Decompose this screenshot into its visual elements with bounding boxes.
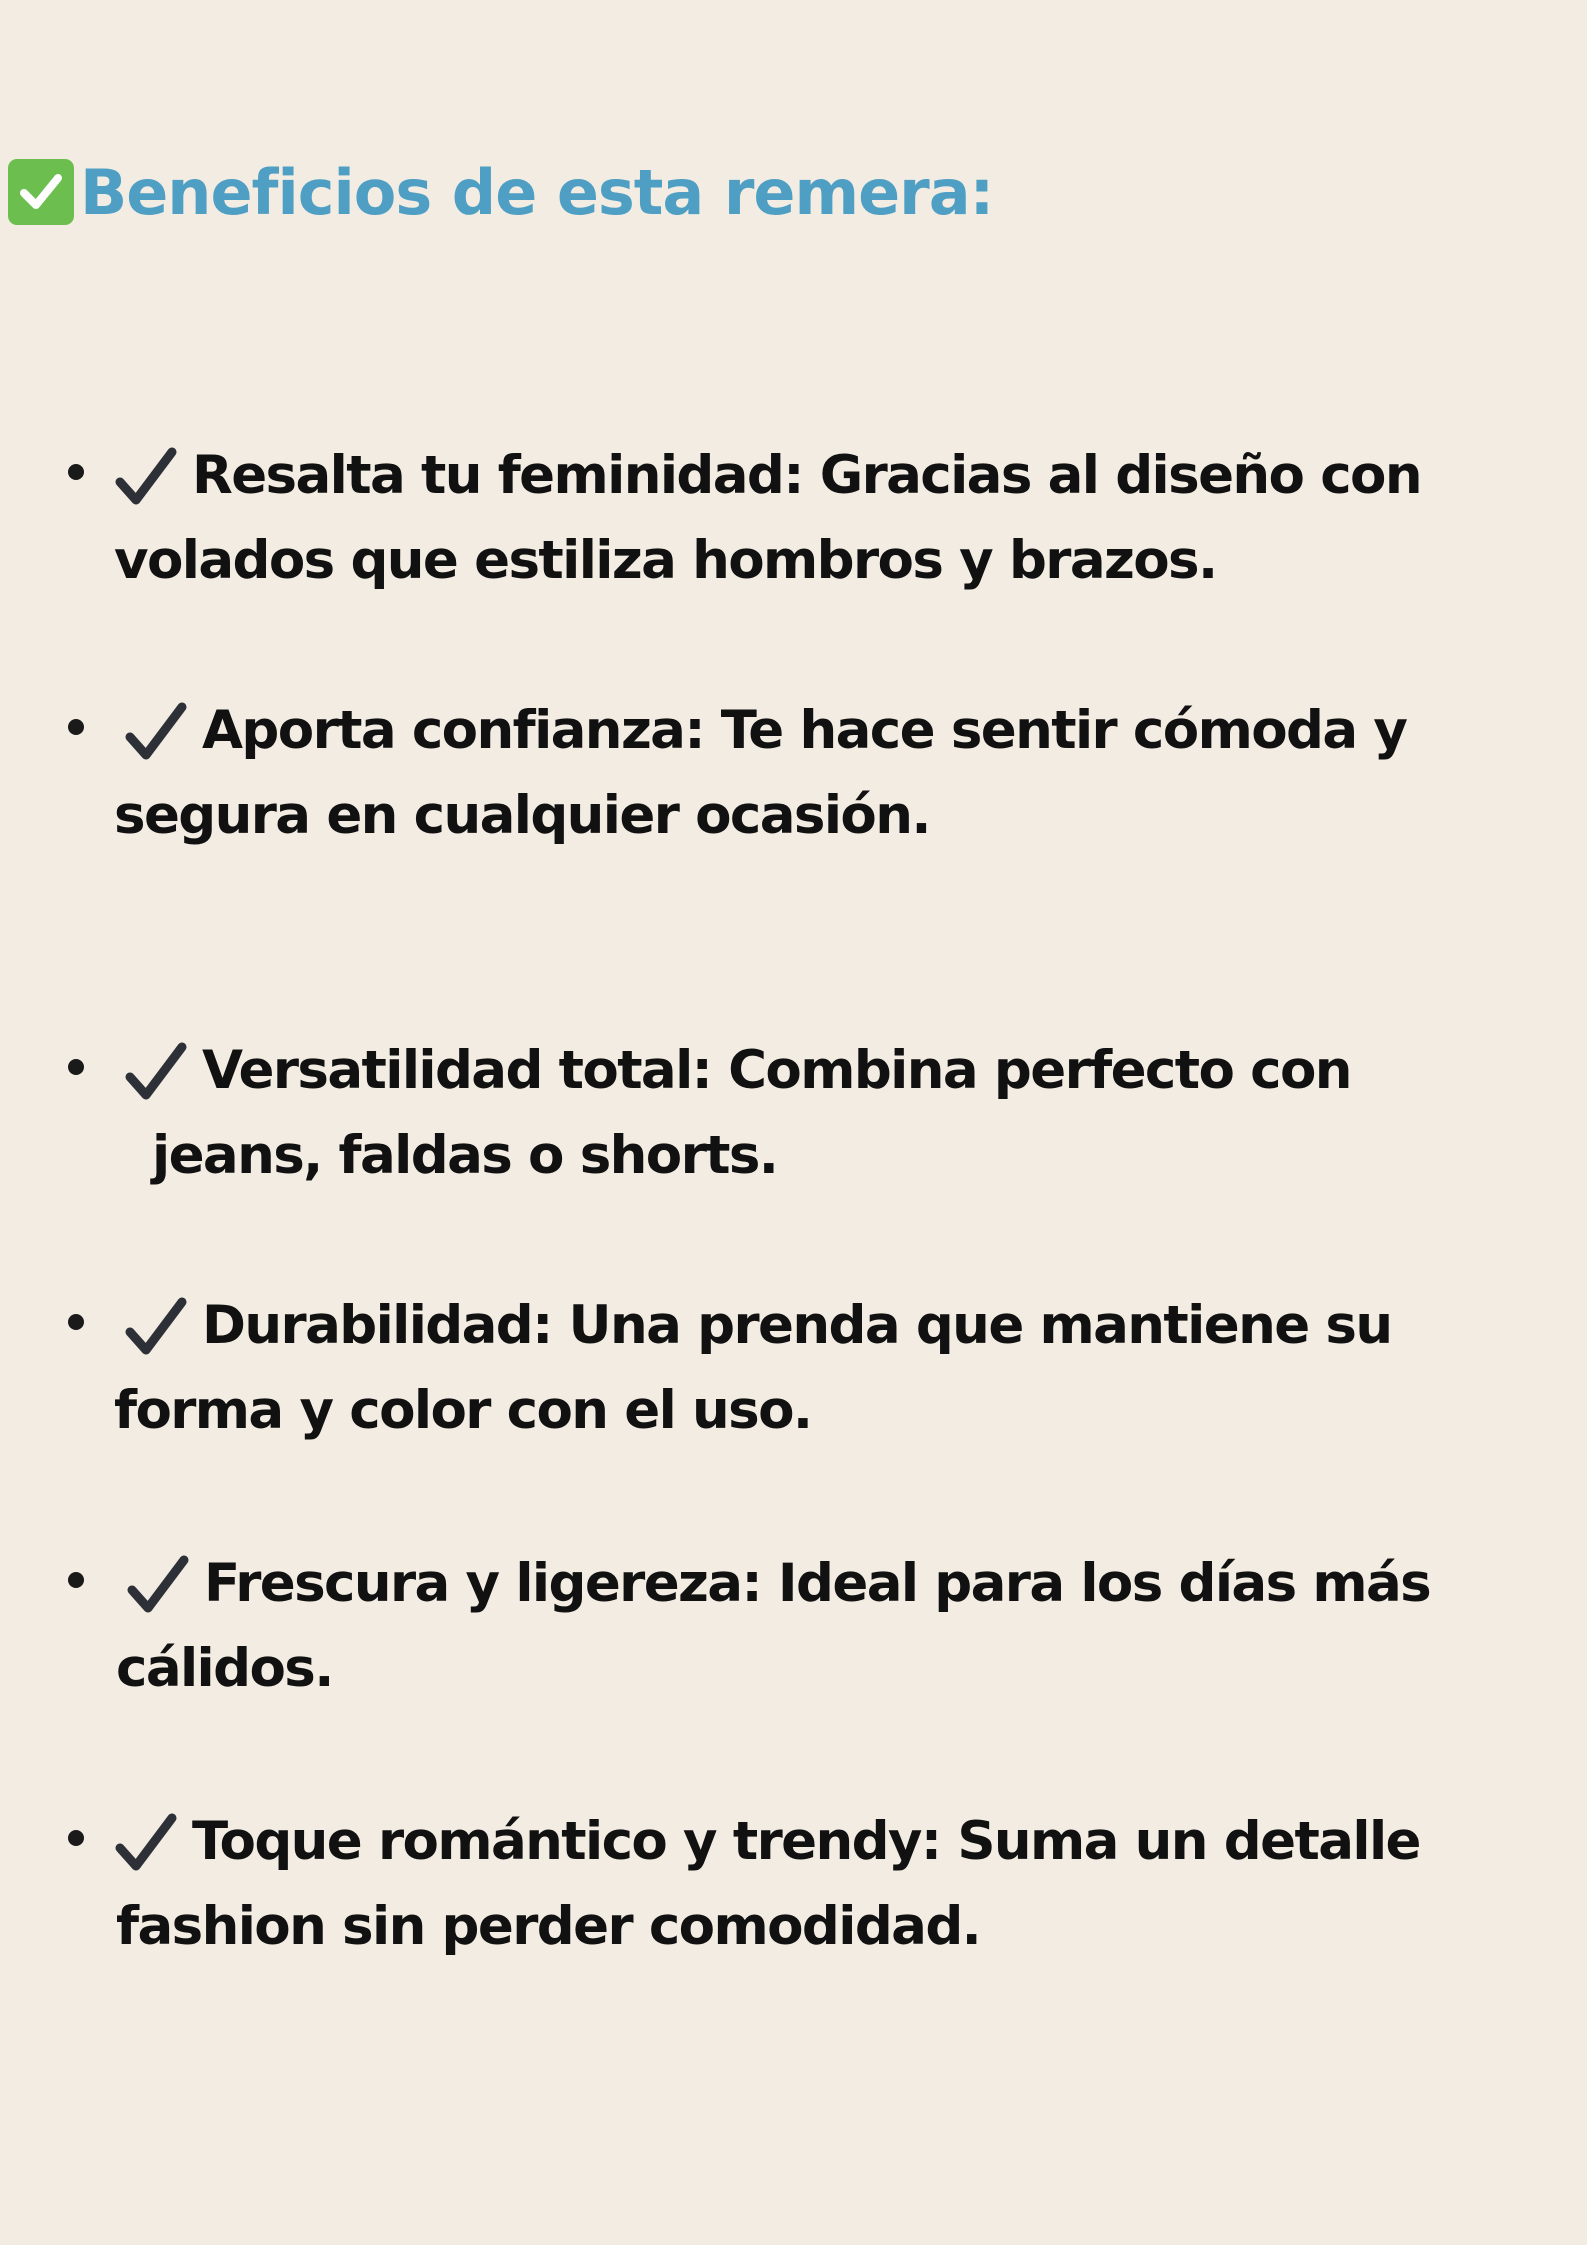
- benefit-line-1: [126, 1542, 1430, 1626]
- benefit-line-1: [114, 1800, 1420, 1884]
- benefit-text-continued: segura en cualquier ocasión.: [114, 785, 930, 846]
- benefit-line-1: [114, 434, 1421, 518]
- bullet-icon: [68, 1314, 84, 1330]
- benefit-text: Versatilidad total: Combina perfecto con: [202, 1040, 1351, 1101]
- page-title: [8, 152, 993, 232]
- benefit-text: Aporta confianza: Te hace sentir cómoda y: [202, 700, 1407, 761]
- benefit-line-2: [114, 519, 1217, 603]
- bullet-icon: [68, 1059, 84, 1075]
- bullet-icon: [68, 1830, 84, 1846]
- benefit-text-continued: volados que estiliza hombros y brazos.: [114, 530, 1217, 591]
- benefit-text-continued: forma y color con el uso.: [114, 1380, 812, 1441]
- bullet-icon: [68, 464, 84, 480]
- bullet-icon: [68, 719, 84, 735]
- benefit-text-continued: fashion sin perder comodidad.: [116, 1896, 981, 1957]
- check-mark-icon: [114, 1810, 178, 1874]
- benefit-text: Frescura y ligereza: Ideal para los días más: [204, 1553, 1431, 1614]
- benefit-line-1: [124, 1284, 1392, 1368]
- bullet-icon: [68, 1572, 84, 1588]
- benefit-line-2: [116, 1885, 980, 1969]
- benefit-text: Toque romántico y trendy: Suma un detalle: [192, 1811, 1420, 1872]
- title-text: Beneficios de esta remera:: [80, 155, 994, 229]
- benefit-line-1: [124, 1029, 1351, 1113]
- benefit-line-1: [124, 689, 1406, 773]
- white-check-mark-green-square-icon: [8, 159, 74, 225]
- benefit-text-continued: cálidos.: [116, 1638, 333, 1699]
- benefit-text: Resalta tu feminidad: Gracias al diseño con: [192, 445, 1421, 506]
- check-mark-icon: [124, 699, 188, 763]
- benefit-text: Durabilidad: Una prenda que mantiene su: [202, 1295, 1392, 1356]
- benefit-line-2: [152, 1114, 777, 1198]
- check-mark-icon: [126, 1552, 190, 1616]
- benefit-line-2: [116, 1627, 333, 1711]
- benefit-line-2: [114, 774, 930, 858]
- benefit-text-continued: jeans, faldas o shorts.: [152, 1125, 778, 1186]
- check-mark-icon: [124, 1039, 188, 1103]
- check-mark-icon: [124, 1294, 188, 1358]
- benefit-line-2: [114, 1369, 811, 1453]
- check-mark-icon: [114, 444, 178, 508]
